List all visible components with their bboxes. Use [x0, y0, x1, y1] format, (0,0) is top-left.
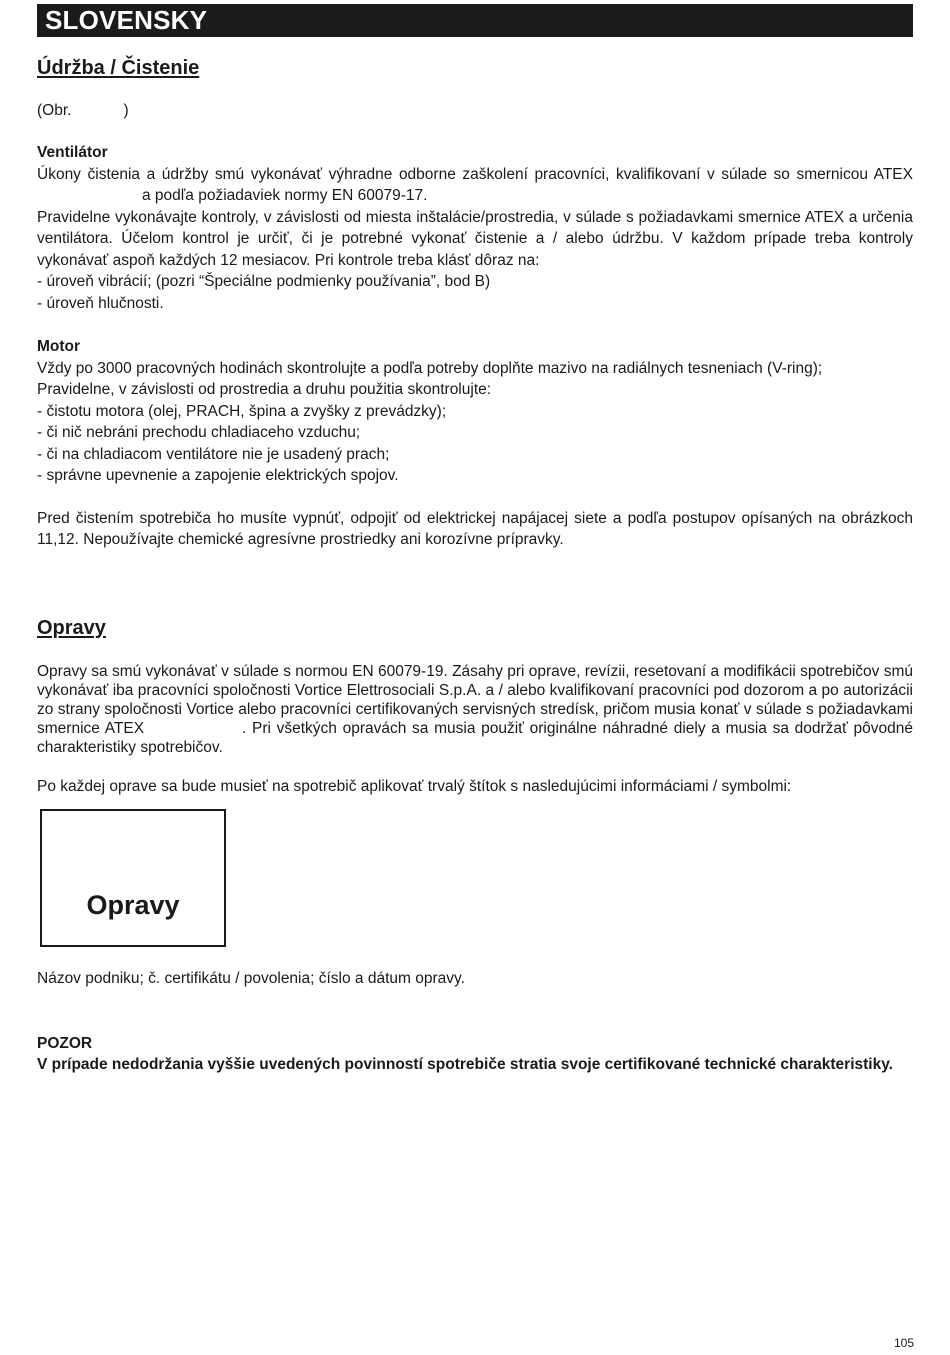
fan-paragraph-1: Úkony čistenia a údržby smú vykonávať výhradne odborne zaškolení pracovníci, kvalifikovaní v súlade so smernicou ATEXa podľa požiadaviek normy EN 60079-17. — [37, 165, 913, 204]
motor-list-item: - či nič nebráni prechodu chladiaceho vzduchu; — [37, 424, 361, 441]
manual-page — [37, 4, 913, 1076]
repair-label-caption: Názov podniku; č. certifikátu / povolenia; číslo a dátum opravy. — [37, 970, 465, 987]
fan-list-item: - úroveň vibrácií; (pozri “Špeciálne podmienky používania”, bod B) — [37, 273, 491, 290]
motor-list-item: - čistotu motora (olej, PRACH, špina a zvyšky z prevádzky); — [37, 402, 447, 420]
fan-paragraph-2: Pravidelne vykonávajte kontroly, v závislosti od miesta inštalácie/prostredia, v súlade s požiadavkami smernice ATEX a určenia ventilátora. Účelom kontrol je určiť, či je potrebné vykonať čistenie a / alebo údržbu. V každom prípade treba kontroly vykonávať aspoň každých 12 mesiacov. Pri kontrole treba klásť dôraz na: — [37, 208, 913, 269]
language-title: SLOVENSKY — [45, 5, 208, 35]
repairs-title: Opravy — [37, 616, 106, 639]
language-banner — [37, 4, 913, 37]
repair-label-caption-section — [37, 968, 913, 990]
maintenance-title: Údržba / Čistenie — [37, 57, 200, 79]
motor-section — [37, 336, 913, 487]
repair-label-box — [40, 809, 226, 947]
motor-heading: Motor — [37, 338, 81, 355]
repair-label-text: Opravy — [86, 890, 180, 920]
figure-reference: (Obr. ) — [37, 102, 129, 119]
motor-paragraph-1: Vždy po 3000 pracovných hodinách skontrolujte a podľa potreby doplňte mazivo na radiálnych tesneniach (V-ring); — [37, 359, 823, 377]
motor-list-item: - či na chladiacom ventilátore nie je usadený prach; — [37, 445, 390, 463]
fan-heading: Ventilátor — [37, 144, 108, 161]
before-cleaning-paragraph: Pred čistením spotrebiča ho musíte vypnúť, odpojiť od elektrickej napájacej siete a podľa postupov opísaných na obrázkoch 11,12. Nepoužívajte chemické agresívne prostriedky ani korozívne prípravky. — [37, 509, 913, 548]
motor-paragraph-2: Pravidelne, v závislosti od prostredia a druhu použitia skontrolujte: — [37, 381, 492, 398]
fan-section — [37, 142, 913, 314]
fan-list-item: - úroveň hlučnosti. — [37, 294, 164, 312]
warning-heading: POZOR — [37, 1034, 93, 1052]
repair-label-section — [37, 776, 913, 798]
page-number: 105 — [893, 1336, 914, 1350]
motor-list-item: - správne upevnenie a zapojenie elektrických spojov. — [37, 467, 399, 484]
repairs-section — [37, 662, 913, 757]
repairs-paragraph-1: Opravy sa smú vykonávať v súlade s normou EN 60079-19. Zásahy pri oprave, revízii, resetovaní a modifikácii spotrebičov smú vykonávať iba pracovníci spoločnosti Vortice Elettrosociali S.p.A. a / alebo kvalifikovaní pracovníci pod dozorom a po autorizácii zo strany spoločnosti Vortice alebo pracovníci certifikovaných servisných stredísk, pričom musia konať v súlade s požiadavkami smernice ATEX . Pri všetkých opravách sa musia použiť originálne náhradné diely a musia sa dodržať pôvodné charakteristiky spotrebičov. — [37, 662, 913, 756]
warning-section — [37, 1033, 913, 1076]
warning-text: V prípade nedodržania vyššie uvedených povinností spotrebiče stratia svoje certifikované technické charakteristiky. — [37, 1056, 893, 1073]
before-cleaning-section — [37, 508, 913, 551]
repairs-paragraph-2: Po každej oprave sa bude musieť na spotrebič aplikovať trvalý štítok s nasledujúcimi informáciami / symbolmi: — [37, 777, 792, 795]
